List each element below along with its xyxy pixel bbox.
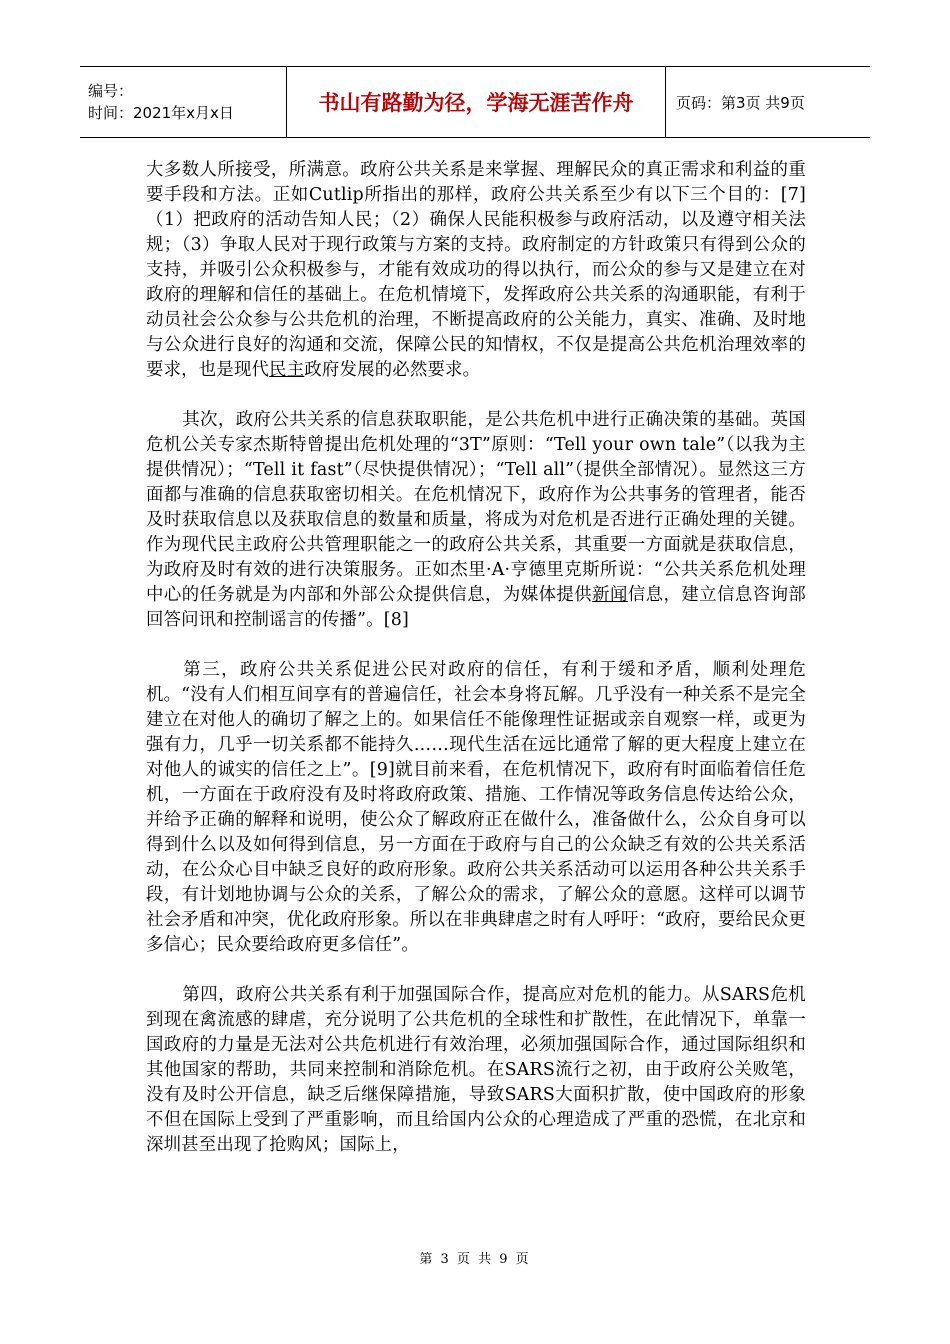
paragraph-text: 大多数人所接受，所满意。政府公共关系是来掌握、理解民众的真正需求和利益的重要手段和方法。正如Cutlip所指出的那样，政府公共关系至少有以下三个目的：[7]（1）把政府的活动告知人民；（2）确保人民能积极参与政府活动，以及遵守相关法规；（3）争取人民对于现行政策与方案的支持。政府制定的方针政策只有得到公众的支持，并吸引公众积极参与，才能有效成功的得以执行，而公众的参与又是建立在对政府的理解和信任的基础上。在危机情境下，发挥政府公共关系的沟通职能，有利于动员社会公众参与公共危机的治理，不断提高政府的公关能力，真实、准确、及时地与公众进行良好的沟通和交流，保障公民的知情权，不仅是提高公共危机治理效率的要求，也是现代 bbox=[146, 160, 806, 380]
page-header bbox=[80, 66, 870, 138]
paragraph-text: 信息，建立信息咨询部回答问讯和控制谣言的传播”。[8] bbox=[146, 585, 806, 630]
paragraph-text: 第三，政府公共关系促进公民对政府的信任，有利于缓和矛盾，顺利处理危机。“没有人们相互间享有的普遍信任，社会本身将瓦解。几乎没有一种关系不是完全建立在对他人的确切了解之上的。如果信任不能像理性证据或亲自观察一样，或更为强有力，几乎一切关系都不能持久……现代生活在远比通常了解的更大程度上建立在对他人的诚实的信任之上”。[9]就目前来看，在危机情况下，政府有时面临着信任危机，一方面在于政府没有及时将政府政策、措施、工作情况等政务信息传达给公众，并给予正确的解释和说明，使公众了解政府正在做什么，准备做什么，公众自身可以得到什么以及如何得到信息，另一方面在于政府与自己的公众缺乏有效的公共关系活动，在公众心目中缺乏良好的政府形象。政府公共关系活动可以运用各种公共关系手段，有计划地协调与公众的关系，了解公众的需求，了解公众的意愿。这样可以调节社会矛盾和冲突，优化政府形象。所以在非典肆虐之时有人呼吁：“政府，要给民众更多信心；民众要给政府更多信任”。 bbox=[146, 660, 806, 955]
header-meta bbox=[80, 67, 287, 138]
link-democracy[interactable]: 民主 bbox=[269, 360, 305, 380]
header-page-number: 页码：第3页 共9页 bbox=[666, 67, 871, 138]
paragraph-2 bbox=[146, 408, 806, 633]
paragraph-3 bbox=[146, 658, 806, 958]
paragraph-text: 第四，政府公共关系有利于加强国际合作，提高应对危机的能力。从SARS危机到现在禽流感的肆虐，充分说明了公共危机的全球性和扩散性，在此情况下，单靠一国政府的力量是无法对公共危机进行有效治理，必须加强国际合作，通过国际组织和其他国家的帮助，共同来控制和消除危机。在SARS流行之初，由于政府公关败笔，没有及时公开信息，缺乏后继保障措施，导致SARS大面积扩散，使中国政府的形象不但在国际上受到了严重影响，而且给国内公众的心理造成了严重的恐慌，在北京和深圳甚至出现了抢购风；国际上， bbox=[146, 985, 806, 1155]
paragraph-4 bbox=[146, 983, 806, 1158]
header-motto: 书山有路勤为径，学海无涯苦作舟 bbox=[287, 67, 666, 138]
page-footer: 第 3 页 共 9 页 bbox=[419, 1252, 531, 1267]
paragraph-text: 政府发展的必然要求。 bbox=[304, 360, 481, 380]
paragraph-text: 其次，政府公共关系的信息获取职能，是公共危机中进行正确决策的基础。英国危机公关专家杰斯特曾提出危机处理的“3T”原则：“Tell your own tale”（以我为主提供情况）；“Tell it fast”（尽快提供情况）；“Tell all”（提供全部情况）。显然这三方面都与准确的信息获取密切相关。在危机情况下，政府作为公共事务的管理者，能否及时获取信息以及获取信息的数量和质量，将成为对危机是否进行正确处理的关键。作为现代民主政府公共管理职能之一的政府公共关系，其重要一方面就是获取信息，为政府及时有效的进行决策服务。正如杰里·A·亨德里克斯所说：“公共关系危机处理中心的任务就是为内部和外部公众提供信息，为媒体提供 bbox=[146, 410, 806, 605]
link-news[interactable]: 新闻 bbox=[592, 585, 628, 605]
document-body bbox=[146, 158, 806, 1158]
paragraph-1 bbox=[146, 158, 806, 383]
header-time: 时间：2021年x月x日 bbox=[88, 104, 234, 122]
header-number: 编号： bbox=[88, 82, 134, 100]
